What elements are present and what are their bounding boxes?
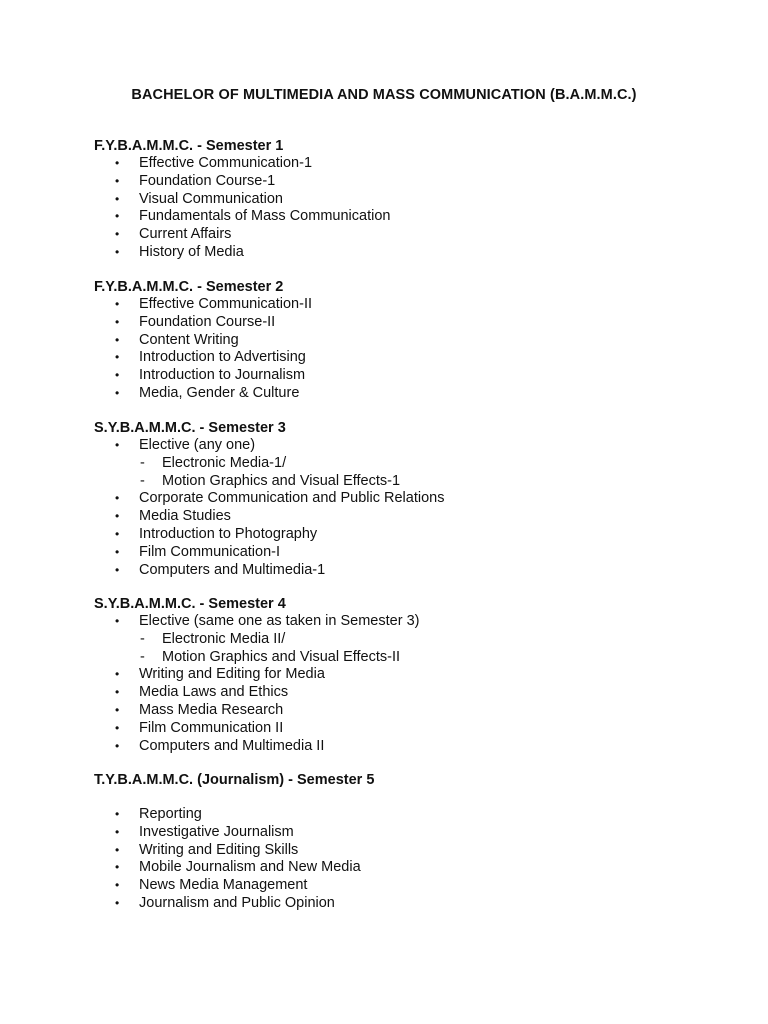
- list-item: [94, 842, 694, 860]
- list-item-label: Foundation Course-1: [139, 172, 276, 189]
- list-item: [94, 385, 694, 403]
- bullet-icon: •: [115, 509, 120, 524]
- list-item-label: Computers and Multimedia II: [139, 737, 325, 754]
- sub-list-item-label: Electronic Media II/: [162, 630, 286, 647]
- bullet-icon: •: [115, 491, 120, 506]
- sub-list-item-label: Motion Graphics and Visual Effects-II: [162, 648, 401, 665]
- bullet-icon: •: [115, 685, 120, 700]
- list-item: [94, 544, 694, 562]
- sub-list-item: [94, 473, 694, 491]
- list-item: [94, 666, 694, 684]
- list-item: [94, 244, 694, 262]
- list-item-label: Investigative Journalism: [139, 823, 294, 840]
- bullet-icon: •: [115, 860, 120, 875]
- list-item: [94, 226, 694, 244]
- subject-list: [94, 437, 694, 579]
- list-item: [94, 191, 694, 209]
- list-item-label: Film Communication II: [139, 719, 284, 736]
- list-item-label: Visual Communication: [139, 190, 283, 207]
- sub-list-item: [94, 649, 694, 667]
- section-heading: F.Y.B.A.M.M.C. - Semester 1: [94, 138, 284, 154]
- list-item: [94, 332, 694, 350]
- list-item: [94, 684, 694, 702]
- bullet-icon: •: [115, 209, 120, 224]
- bullet-icon: •: [115, 824, 120, 839]
- list-item-label: Media Studies: [139, 508, 231, 525]
- list-item: [94, 702, 694, 720]
- list-item: [94, 895, 694, 913]
- sub-list-item-label: Electronic Media-1/: [162, 454, 287, 471]
- bullet-icon: •: [115, 526, 120, 541]
- list-item-label: Content Writing: [139, 331, 239, 348]
- list-item-label: Film Communication-I: [139, 543, 280, 560]
- bullet-icon: •: [115, 614, 120, 628]
- list-item-label: Introduction to Journalism: [139, 367, 306, 384]
- list-item: [94, 173, 694, 191]
- section-heading: S.Y.B.A.M.M.C. - Semester 4: [94, 596, 286, 612]
- list-item-label: Effective Communication-II: [139, 296, 312, 312]
- bullet-icon: •: [115, 842, 120, 857]
- bullet-icon: •: [115, 544, 120, 559]
- list-item-label: Effective Communication-1: [139, 155, 313, 171]
- list-item: [94, 613, 694, 631]
- bullet-icon: •: [115, 895, 120, 910]
- semester-section: [94, 419, 694, 579]
- bullet-icon: •: [115, 350, 120, 365]
- bullet-icon: •: [115, 227, 120, 242]
- list-item-label: Fundamentals of Mass Communication: [139, 208, 391, 225]
- list-item-label: Computers and Multimedia-1: [139, 561, 326, 578]
- list-item-label: Journalism and Public Opinion: [139, 894, 335, 911]
- list-item: [94, 349, 694, 367]
- sub-list-item: [94, 455, 694, 473]
- dash-icon: -: [140, 454, 145, 471]
- bullet-icon: •: [115, 738, 120, 753]
- list-item-label: Media, Gender & Culture: [139, 384, 300, 401]
- list-item-label: Introduction to Advertising: [139, 349, 306, 366]
- list-item-label: Foundation Course-II: [139, 313, 276, 330]
- list-item-label: Elective (any one): [139, 437, 256, 453]
- dash-icon: -: [140, 648, 145, 665]
- list-item: [94, 367, 694, 385]
- bullet-icon: •: [115, 368, 120, 383]
- subject-list: [94, 155, 694, 262]
- bullet-icon: •: [115, 173, 120, 188]
- bullet-icon: •: [115, 807, 120, 821]
- subject-list: [94, 296, 694, 403]
- sub-list-item-label: Motion Graphics and Visual Effects-1: [162, 472, 401, 489]
- subject-list: [94, 806, 694, 913]
- subject-list: [94, 613, 694, 755]
- list-item-label: Elective (same one as taken in Semester 3): [139, 613, 420, 629]
- list-item: [94, 877, 694, 895]
- list-item: [94, 508, 694, 526]
- list-item: [94, 738, 694, 756]
- list-item: [94, 296, 694, 314]
- list-item: [94, 859, 694, 877]
- bullet-icon: •: [115, 297, 120, 311]
- list-item: [94, 155, 694, 173]
- section-heading: S.Y.B.A.M.M.C. - Semester 3: [94, 420, 286, 436]
- list-item-label: Mobile Journalism and New Media: [139, 859, 361, 876]
- list-item: [94, 720, 694, 738]
- bullet-icon: •: [115, 720, 120, 735]
- sub-list-item: [94, 631, 694, 649]
- list-item-label: Media Laws and Ethics: [139, 684, 289, 701]
- list-item: [94, 806, 694, 824]
- bullet-icon: •: [115, 385, 120, 400]
- spacer: [94, 789, 694, 806]
- bullet-icon: •: [115, 156, 120, 170]
- bullet-icon: •: [115, 244, 120, 259]
- list-item-label: Writing and Editing Skills: [139, 841, 299, 858]
- list-item-label: Introduction to Photography: [139, 525, 318, 542]
- list-item: [94, 526, 694, 544]
- section-heading: F.Y.B.A.M.M.C. - Semester 2: [94, 279, 284, 295]
- semester-section: [94, 595, 694, 755]
- section-heading: T.Y.B.A.M.M.C. (Journalism) - Semester 5: [94, 772, 375, 788]
- bullet-icon: •: [115, 332, 120, 347]
- semester-section: [94, 771, 694, 913]
- list-item-label: Mass Media Research: [139, 701, 284, 718]
- list-item: [94, 208, 694, 226]
- list-item: [94, 490, 694, 508]
- bullet-icon: •: [115, 702, 120, 717]
- bullet-icon: •: [115, 191, 120, 206]
- list-item-label: Current Affairs: [139, 226, 232, 243]
- semester-section: [94, 278, 694, 403]
- list-item-label: Writing and Editing for Media: [139, 666, 325, 683]
- bullet-icon: •: [115, 438, 120, 452]
- dash-icon: -: [140, 630, 145, 647]
- bullet-icon: •: [115, 667, 120, 682]
- list-item: [94, 437, 694, 455]
- list-item-label: News Media Management: [139, 877, 308, 894]
- bullet-icon: •: [115, 878, 120, 893]
- list-item-label: Reporting: [139, 806, 202, 822]
- semester-section: [94, 137, 694, 262]
- dash-icon: -: [140, 472, 145, 489]
- bullet-icon: •: [115, 562, 120, 577]
- list-item-label: History of Media: [139, 243, 244, 260]
- list-item: [94, 824, 694, 842]
- document-title: BACHELOR OF MULTIMEDIA AND MASS COMMUNICATION (B.A.M.M.C.): [131, 87, 637, 103]
- list-item-label: Corporate Communication and Public Relations: [139, 490, 445, 507]
- bullet-icon: •: [115, 314, 120, 329]
- list-item: [94, 562, 694, 580]
- list-item: [94, 314, 694, 332]
